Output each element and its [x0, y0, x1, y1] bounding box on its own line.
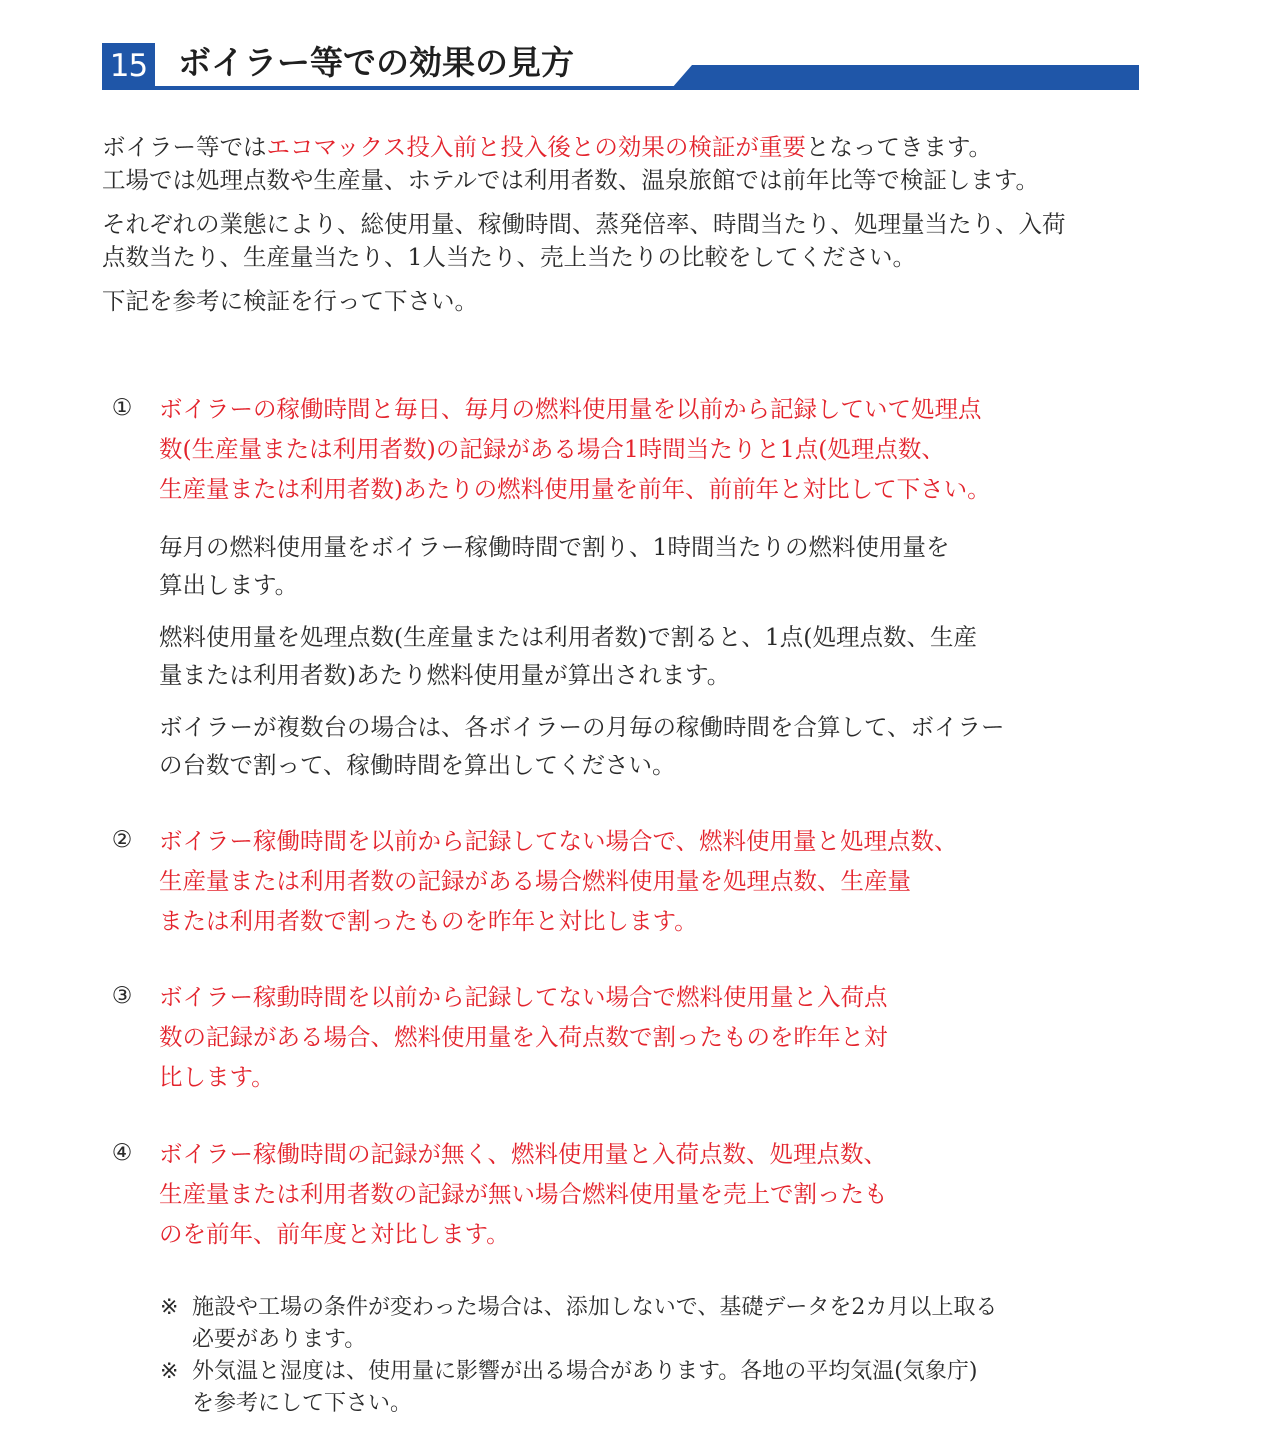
- case-number: ②: [111, 827, 133, 853]
- note-line: 外気温と湿度は、使用量に影響が出る場合があります。各地の平均気温(気象庁): [192, 1359, 978, 1384]
- case-number: ④: [111, 1140, 133, 1166]
- case-lead-line: 比します。: [159, 1063, 275, 1091]
- intro-line-2: 工場では処理点数や生産量、ホテルでは利用者数、温泉旅館では前年比等で検証します。: [102, 166, 1039, 194]
- intro-para-2-line-1: それぞれの業態により、総使用量、稼働時間、蒸発倍率、時間当たり、処理量当たり、入荷: [102, 210, 1066, 238]
- case-lead-line: 生産量または利用者数)あたりの燃料使用量を前年、前前年と対比して下さい。: [159, 475, 991, 503]
- case-detail-line: ボイラーが複数台の場合は、各ボイラーの月毎の稼働時間を合算して、ボイラー: [159, 713, 1005, 741]
- case-item-1: [102, 389, 1162, 784]
- intro-line-1-before: ボイラー等では: [102, 133, 267, 161]
- intro-line-1: [102, 131, 1162, 164]
- case-lead-line: 数(生産量または利用者数)の記録がある場合1時間当たりと1点(処理点数、: [159, 435, 945, 463]
- note-mark: ※: [160, 1295, 179, 1320]
- case-lead-line: 生産量または利用者数の記録がある場合燃料使用量を処理点数、生産量: [159, 867, 911, 895]
- intro-para-3: 下記を参考に検証を行って下さい。: [102, 287, 478, 315]
- note-line: 必要があります。: [192, 1327, 367, 1352]
- case-detail-line: 燃料使用量を処理点数(生産量または利用者数)で割ると、1点(処理点数、生産: [159, 623, 977, 651]
- note-2: [160, 1356, 1120, 1420]
- intro-para-2-line-2: 点数当たり、生産量当たり、1人当たり、売上当たりの比較をしてください。: [102, 243, 916, 271]
- case-detail-line: 算出します。: [159, 571, 299, 599]
- note-mark: ※: [160, 1359, 179, 1384]
- intro-line-1-after: となってきます。: [805, 133, 992, 161]
- case-item-3: [102, 977, 1162, 1097]
- note-line: を参考にして下さい。: [192, 1391, 413, 1416]
- intro-text: [102, 131, 1162, 318]
- case-detail-line: の台数で割って、稼働時間を算出してください。: [159, 751, 676, 779]
- case-lead-line: ボイラーの稼働時間と毎日、毎月の燃料使用量を以前から記録していて処理点: [159, 395, 982, 423]
- case-item-4: [102, 1134, 1162, 1254]
- section-header: [102, 43, 1139, 90]
- case-lead-line: ボイラー稼動時間を以前から記録してない場合で燃料使用量と入荷点: [159, 983, 888, 1011]
- note-1: [160, 1292, 1120, 1356]
- page-title: ボイラー等での効果の見方: [178, 43, 574, 82]
- intro-highlight: エコマックス投入前と投入後との効果の検証が重要: [266, 133, 806, 161]
- section-number-badge: 15: [109, 48, 148, 84]
- note-line: 施設や工場の条件が変わった場合は、添加しないで、基礎データを2カ月以上取る: [192, 1295, 998, 1320]
- case-lead-line: または利用者数で割ったものを昨年と対比します。: [159, 907, 698, 935]
- case-lead-line: ボイラー稼働時間の記録が無く、燃料使用量と入荷点数、処理点数、: [159, 1140, 888, 1168]
- case-lead-line: のを前年、前年度と対比します。: [159, 1220, 510, 1248]
- case-number: ③: [111, 983, 133, 1009]
- case-lead-line: 生産量または利用者数の記録が無い場合燃料使用量を売上で割ったも: [159, 1180, 888, 1208]
- case-list: [102, 389, 1162, 1254]
- case-detail-line: 量または利用者数)あたり燃料使用量が算出されます。: [159, 661, 731, 689]
- case-detail-line: 毎月の燃料使用量をボイラー稼働時間で割り、1時間当たりの燃料使用量を: [159, 533, 950, 561]
- case-lead-line: 数の記録がある場合、燃料使用量を入荷点数で割ったものを昨年と対: [159, 1023, 888, 1051]
- notes: [160, 1292, 1120, 1420]
- case-lead-line: ボイラー稼働時間を以前から記録してない場合で、燃料使用量と処理点数、: [159, 827, 958, 855]
- case-item-2: [102, 821, 1162, 941]
- case-number: ①: [111, 395, 133, 421]
